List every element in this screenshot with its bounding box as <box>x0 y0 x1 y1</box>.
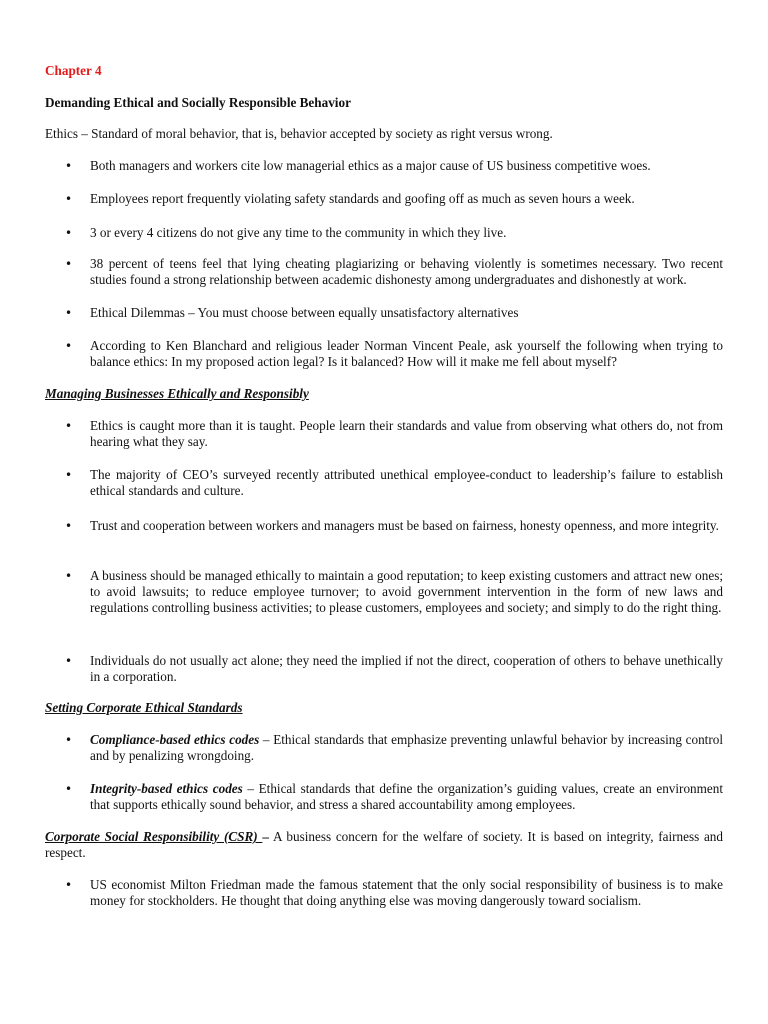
list-item <box>90 781 723 813</box>
csr-paragraph <box>45 829 723 861</box>
list-item: • Employees report frequently violating safety standards and goofing off as much as seven hours a week. <box>90 191 723 207</box>
list-item: • Both managers and workers cite low managerial ethics as a major cause of US business competitive woes. <box>90 158 723 174</box>
term-compliance: Compliance-based ethics codes <box>90 732 260 747</box>
list-item: • The majority of CEO’s surveyed recently attributed unethical employee-conduct to leadership’s failure to establish ethical standards and culture. <box>90 467 723 499</box>
list-item: • 3 or every 4 citizens do not give any time to the community in which they live. <box>90 225 723 241</box>
list-item: • Trust and cooperation between workers and managers must be based on fairness, honesty openness, and more integrity. <box>90 518 723 534</box>
chapter-label: Chapter 4 <box>45 63 102 78</box>
list-item: • 38 percent of teens feel that lying cheating plagiarizing or behaving violently is sometimes necessary. Two recent studies found a strong relationship between academic dishonesty among undergraduates and dishonestly at work. <box>90 256 723 288</box>
section-heading-standards: Setting Corporate Ethical Standards <box>45 700 243 715</box>
section-heading-managing: Managing Businesses Ethically and Responsibly <box>45 386 309 401</box>
list-item: • Ethical Dilemmas – You must choose between equally unsatisfactory alternatives <box>90 305 723 321</box>
list-item: • Ethics is caught more than it is taught. People learn their standards and value from observing what others do, not from hearing what they say. <box>90 418 723 450</box>
definition-integrity: – Ethical standards that define the organization’s guiding values, create an environment that supports ethically sound behavior, and stress a shared accountability among employees. <box>90 781 723 813</box>
ethics-definition: Ethics – Standard of moral behavior, that is, behavior accepted by society as right versus wrong. <box>45 126 553 141</box>
list-item: • Individuals do not usually act alone; they need the implied if not the direct, cooperation of others to behave unethically in a corporation. <box>90 653 723 685</box>
section-heading-csr: Corporate Social Responsibility (CSR) <box>45 829 263 844</box>
list-item: • A business should be managed ethically to maintain a good reputation; to keep existing customers and attract new ones; to avoid lawsuits; to reduce employee turnover; to avoid government intervention in the form of new laws and regulations controlling business activities; to please customers, employees and society; and simply to do the right thing. <box>90 568 723 617</box>
list-item: • According to Ken Blanchard and religious leader Norman Vincent Peale, ask yourself the following when trying to balance ethics: In my proposed action legal? Is it balanced? How will it make me fell about myself? <box>90 338 723 370</box>
csr-definition: A business concern for the welfare of society. It is based on integrity, fairness and respect. <box>45 829 723 861</box>
term-integrity: Integrity-based ethics codes <box>90 781 243 796</box>
definition-compliance: – Ethical standards that emphasize preventing unlawful behavior by increasing control and by penalizing wrongdoing. <box>90 732 724 764</box>
csr-dash: – <box>262 829 269 844</box>
list-item <box>90 732 723 764</box>
chapter-title: Demanding Ethical and Socially Responsible Behavior <box>45 95 351 110</box>
list-item: • US economist Milton Friedman made the famous statement that the only social responsibility of business is to make money for stockholders. He thought that doing anything else was moving dangerously toward socialism. <box>90 877 723 909</box>
